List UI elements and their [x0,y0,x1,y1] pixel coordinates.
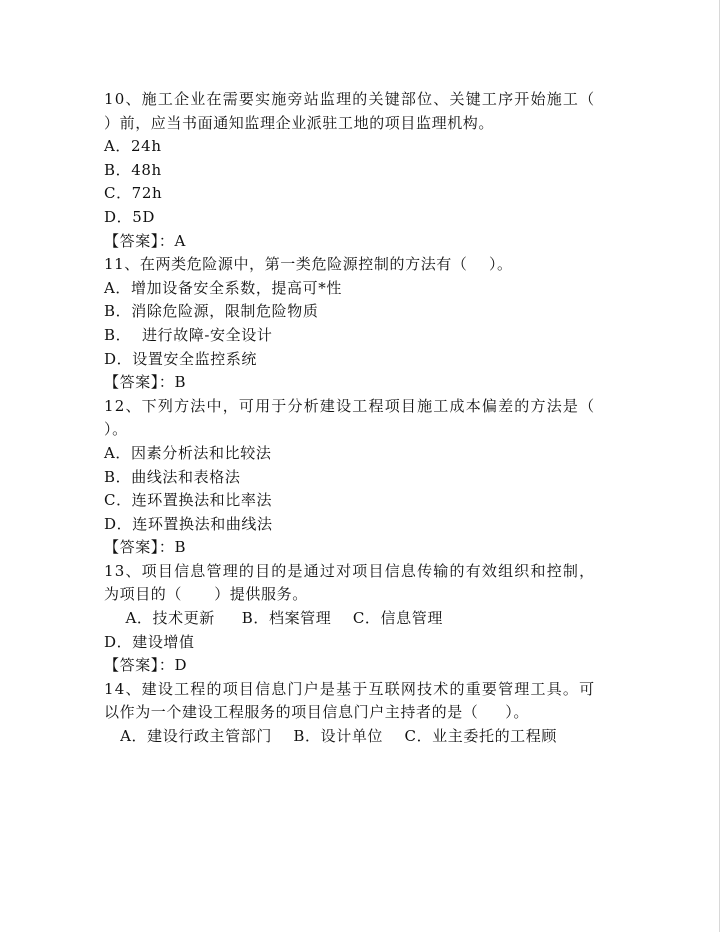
question-14 [104,678,624,749]
question-text: 12、下列方法中，可用于分析建设工程项目施工成本偏差的方法是（ [104,396,596,415]
options-row: A．技术更新 B．档案管理 C．信息管理 [104,609,443,628]
answer-line: 【答案】：A [104,231,186,250]
option-c: C．连环置换法和比率法 [104,491,273,510]
question-text: 14、建设工程的项目信息门户是基于互联网技术的重要管理工具。可 [104,679,596,698]
option-d: D．连环置换法和曲线法 [104,514,273,533]
question-text: 为项目的（ ）提供服务。 [104,585,308,604]
option-b: B．消除危险源，限制危险物质 [104,302,319,321]
answer-line: 【答案】：B [104,538,187,557]
option-b: B．曲线法和表格法 [104,467,241,486]
question-12 [104,395,624,560]
option-c: C．72h [104,184,163,203]
option-d: D．设置安全监控系统 [104,349,258,368]
question-text: ）。 [104,420,128,439]
option-c: B． 进行故障-安全设计 [104,325,273,344]
option-a: A．增加设备安全系数，提高可*性 [104,278,342,297]
question-text: 11、在两类危险源中，第一类危险源控制的方法有（ ）。 [104,255,513,274]
question-text: 10、施工企业在需要实施旁站监理的关键部位、关键工序开始施工（ [104,90,596,108]
question-13 [104,560,624,678]
question-text: ）前，应当书面通知监理企业派驻工地的项目监理机构。 [104,113,495,132]
options-row: A．建设行政主管部门 B．设计单位 C．业主委托的工程顾 [104,727,557,746]
question-10 [104,88,624,253]
option-a: A．24h [104,137,162,156]
question-list [104,88,624,749]
answer-line: 【答案】：B [104,373,187,392]
option-d: D．建设增值 [104,632,195,651]
question-11 [104,253,624,395]
option-d: D．5D [104,207,155,226]
option-b: B．48h [104,160,162,179]
option-a: A．因素分析法和比较法 [104,443,272,462]
question-text: 以作为一个建设工程服务的项目信息门户主持者的是（ ）。 [104,703,529,722]
question-text: 13、项目信息管理的目的是通过对项目信息传输的有效组织和控制， [104,561,596,580]
answer-line: 【答案】：D [104,656,188,675]
